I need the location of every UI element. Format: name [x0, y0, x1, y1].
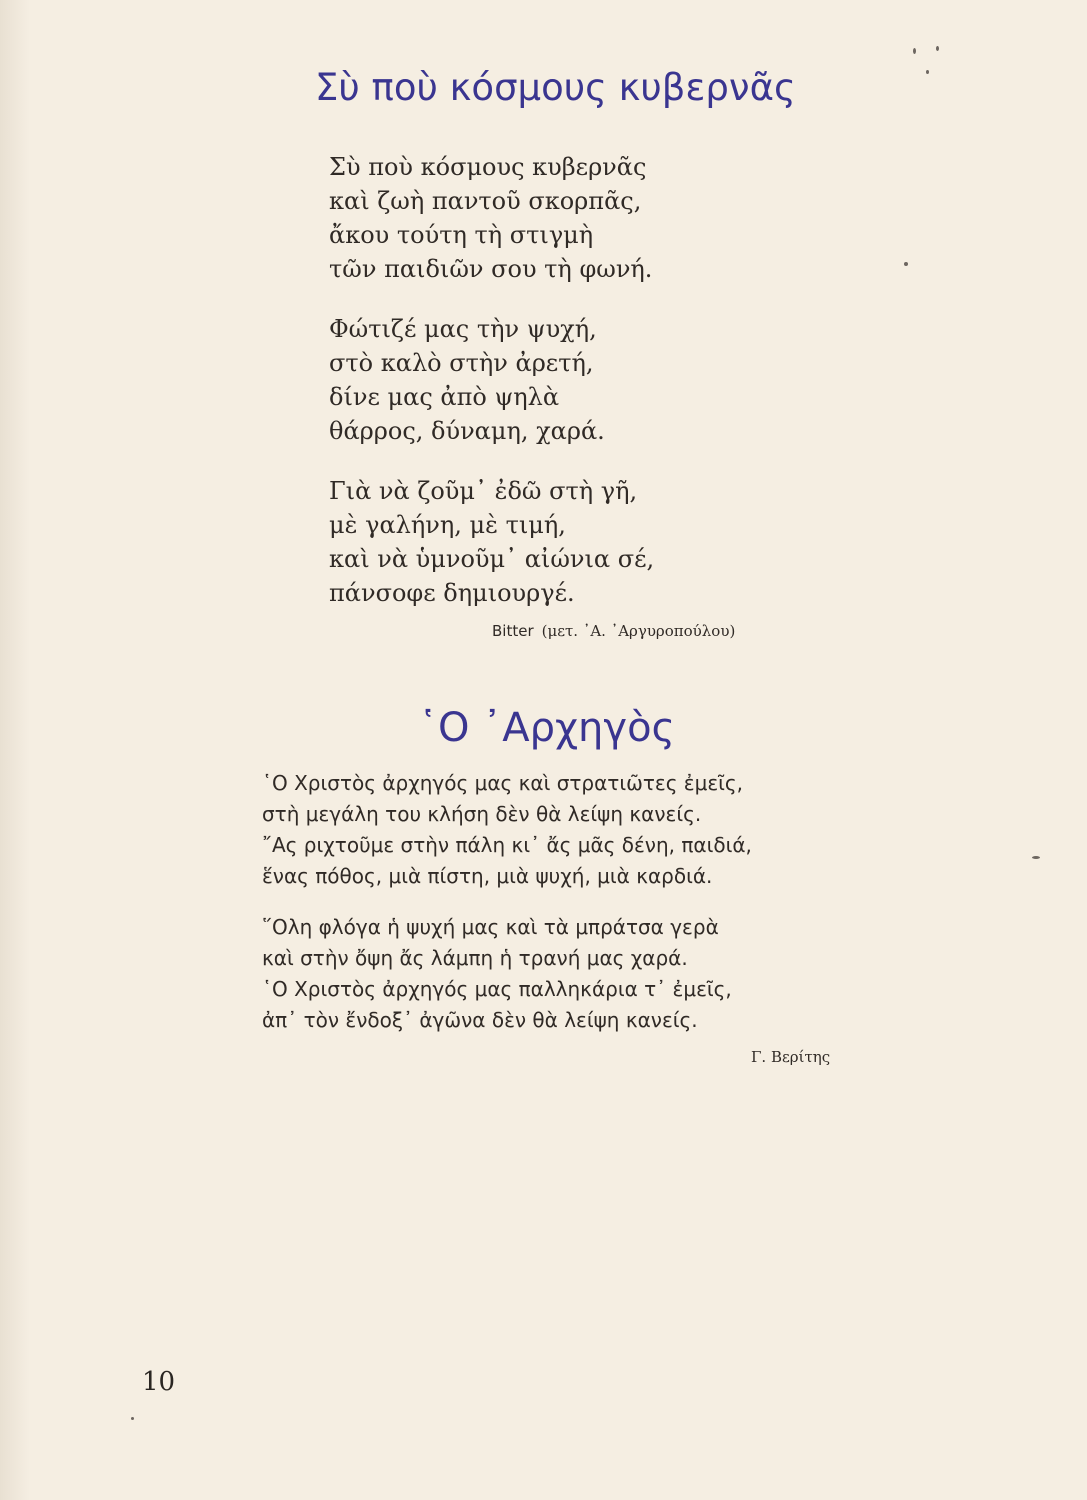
ink-speck: [904, 262, 908, 266]
poem-line: ῎Ας ριχτοῦμε στὴν πάλη κι᾽ ἄς μᾶς δένη, παιδιά,: [262, 833, 752, 857]
poem-line: ῾Ο Χριστὸς ἀρχηγός μας καὶ στρατιῶτες ἐμεῖς,: [262, 771, 743, 795]
poem-line: ῾Ο Χριστὸς ἀρχηγός μας παλληκάρια τ᾽ ἐμεῖς,: [262, 977, 732, 1001]
poem-line: ἕνας πόθος, μιὰ πίστη, μιὰ ψυχή, μιὰ καρδιά.: [262, 864, 713, 888]
poem-line: ῞Ολη φλόγα ἡ ψυχή μας καὶ τὰ μπράτσα γερὰ: [262, 915, 719, 939]
poem-line: Φώτιζέ μας τὴν ψυχή,: [329, 315, 597, 343]
ink-speck: [913, 48, 916, 54]
poem-line: δίνε μας ἀπὸ ψηλὰ: [329, 383, 560, 411]
ink-speck: [926, 70, 929, 74]
ink-speck: [1032, 856, 1040, 859]
poem-line: καὶ ζωὴ παντοῦ σκορπᾶς,: [329, 187, 642, 215]
poem-line: Γιὰ νὰ ζοῦμ᾽ ἐδῶ στὴ γῆ,: [329, 477, 638, 505]
ink-speck: [936, 46, 939, 51]
poem-1-stanza-1: [329, 150, 654, 286]
poem-2-body: [262, 768, 752, 1056]
poem-line: μὲ γαλήνη, μὲ τιμή,: [329, 511, 566, 539]
poem-line: Σὺ ποὺ κόσμους κυβερνᾶς: [329, 153, 647, 181]
poem-1-stanza-2: [329, 312, 654, 448]
page-number: 10: [142, 1367, 176, 1397]
poem-1-translator: (μετ. ᾽Α. ᾽Αργυροπούλου): [541, 622, 736, 640]
poem-line: ἀπ᾽ τὸν ἔνδοξ᾽ ἀγῶνα δὲν θὰ λείψη κανείς.: [262, 1008, 698, 1032]
poem-1-body: [329, 150, 654, 636]
poem-line: ἄκου τούτη τὴ στιγμὴ: [329, 221, 594, 249]
ink-speck: [131, 1417, 134, 1420]
poem-1-author: Bitter: [492, 622, 534, 640]
poem-line: καὶ στὴν ὄψη ἄς λάμπη ἡ τρανή μας χαρά.: [262, 946, 688, 970]
poem-line: πάνσοφε δημιουργέ.: [329, 579, 575, 607]
poem-line: τῶν παιδιῶν σου τὴ φωνή.: [329, 255, 653, 283]
poem-1-stanza-3: [329, 474, 654, 610]
poem-1-credit: [492, 622, 735, 640]
poem-line: στὴ μεγάλη του κλήση δὲν θὰ λείψη κανείς.: [262, 802, 702, 826]
poem-2-stanza-1: [262, 768, 752, 892]
poem-line: θάρρος, δύναμη, χαρά.: [329, 417, 605, 445]
poem-line: καὶ νὰ ὑμνοῦμ᾽ αἰώνια σέ,: [329, 545, 655, 573]
poem-line: στὸ καλὸ στὴν ἀρετή,: [329, 349, 594, 377]
poem-2-author: Γ. Βερίτης: [751, 1048, 831, 1066]
poem-2-stanza-2: [262, 912, 752, 1036]
poem-1-title: Σὺ ποὺ κόσμους κυβερνᾶς: [315, 66, 796, 109]
poem-2-title: ῾Ο ᾽Αρχηγὸς: [418, 705, 676, 751]
